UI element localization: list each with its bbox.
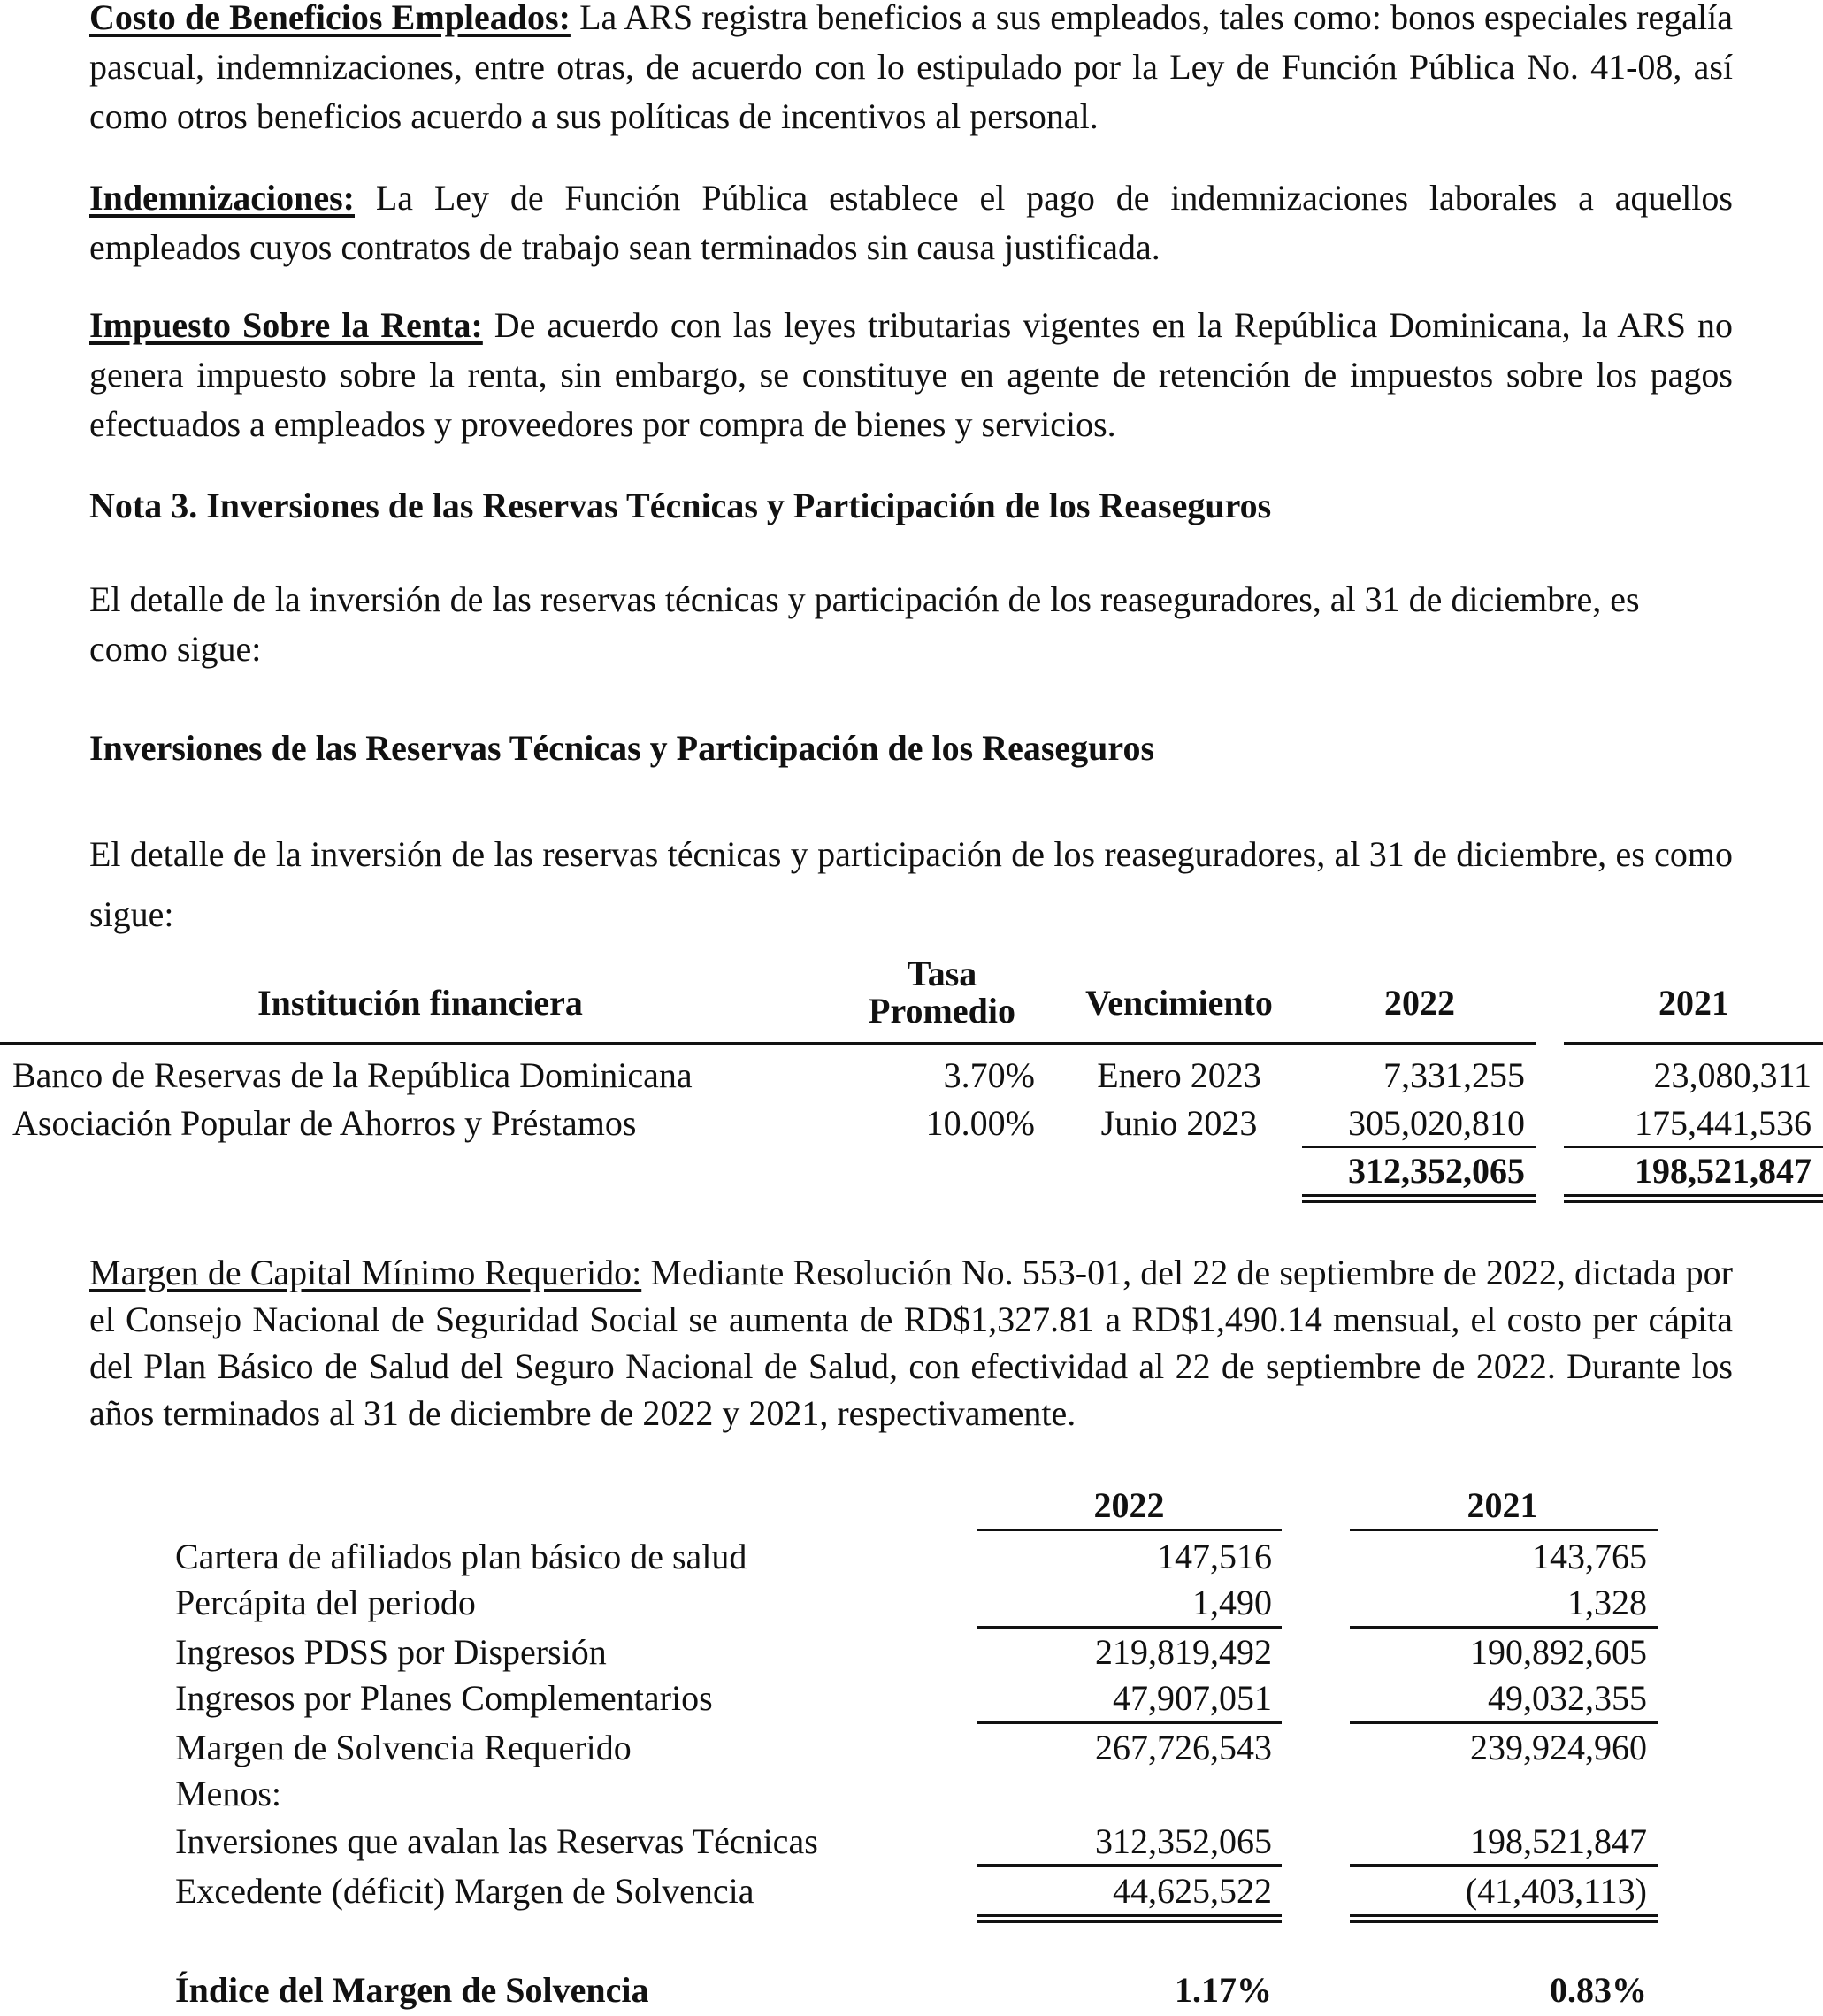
solvency-row-2022: 267,726,543 <box>1095 1728 1272 1767</box>
solvency-row-label: Margen de Solvencia Requerido <box>175 1728 632 1767</box>
paragraph-label: Margen de Capital Mínimo Requerido: <box>89 1253 642 1292</box>
paragraph-text: La Ley de Función Pública establece el pago de indemnizaciones laborales a aquellos empleados cuyos contratos de trabajo sean terminados sin causa justificada. <box>89 178 1733 267</box>
solvency-rule <box>977 1721 1282 1724</box>
row2-institution: Asociación Popular de Ahorros y Préstamos <box>12 1103 637 1143</box>
section-intro: El detalle de la inversión de las reservas técnicas y participación de los reaseguradores, al 31 de diciembre, es como sigue: <box>89 834 1733 934</box>
header-2022: 2022 <box>1384 983 1455 1023</box>
solvency-rule <box>1350 1721 1658 1724</box>
row1-2022: 7,331,255 <box>1383 1055 1525 1095</box>
nota3-title: Nota 3. Inversiones de las Reservas Técnicas y Participación de los Reaseguros <box>89 486 1272 525</box>
paragraph-indemnizaciones <box>89 173 1733 272</box>
solvency-row-label: Cartera de afiliados plan básico de salud <box>175 1537 747 1576</box>
solvency-row-2022: 1,490 <box>1192 1583 1272 1622</box>
section-title: Inversiones de las Reservas Técnicas y Participación de los Reaseguros <box>89 728 1155 768</box>
header-rate-line1: Tasa <box>907 954 977 993</box>
total-double-rule-2022-b <box>1302 1200 1536 1203</box>
paragraph-impuesto-renta <box>89 301 1733 449</box>
solvency-row-label: Inversiones que avalan las Reservas Técnicas <box>175 1821 818 1861</box>
solvency-double-rule <box>1350 1914 1658 1917</box>
solvency-row-2022: 219,819,492 <box>1095 1632 1272 1672</box>
header-maturity: Vencimiento <box>1085 983 1273 1023</box>
solvency-row-2022: 312,352,065 <box>1095 1821 1272 1861</box>
nota3-intro: El detalle de la inversión de las reservas técnicas y participación de los reaseguradores, al 31 de diciembre, es como sigue: <box>89 579 1640 669</box>
header-rule-2021 <box>1564 1042 1823 1045</box>
row2-rate: 10.00% <box>925 1103 1035 1143</box>
row1-rate: 3.70% <box>943 1055 1035 1095</box>
solvency-row-2021: 1,328 <box>1567 1583 1647 1622</box>
solvency-row-2022: 44,625,522 <box>1113 1871 1272 1911</box>
paragraph-margen-capital <box>89 1249 1733 1437</box>
paragraph-label: Indemnizaciones: <box>89 178 355 218</box>
solvency-double-rule <box>1350 1920 1658 1923</box>
row2-2022: 305,020,810 <box>1348 1103 1525 1143</box>
paragraph-label: Costo de Beneficios Empleados: <box>89 0 571 37</box>
solvency-row-2021: (41,403,113) <box>1465 1871 1647 1911</box>
row1-institution: Banco de Reservas de la República Dominicana <box>12 1055 693 1095</box>
solvency-row-label: Percápita del periodo <box>175 1583 476 1622</box>
solvency-rule <box>977 1626 1282 1629</box>
solvency-header-2022: 2022 <box>1093 1485 1165 1525</box>
row2-2021: 175,441,536 <box>1635 1103 1812 1143</box>
header-2021: 2021 <box>1658 983 1729 1023</box>
solvency-rule <box>1350 1864 1658 1867</box>
solvency-row-label: Ingresos PDSS por Dispersión <box>175 1632 607 1672</box>
paragraph-text: De acuerdo con las leyes tributarias vigentes en la República Dominicana, la ARS no genera impuesto sobre la renta, sin embargo, se constituye en agente de retención de impuestos sobre los pagos efectuados a empleados y proveedores por compra de bienes y servicios. <box>89 305 1733 444</box>
solvency-rule <box>977 1864 1282 1867</box>
header-institution: Institución financiera <box>257 983 583 1023</box>
header-rule <box>0 1042 1536 1045</box>
solvency-row-2021: 143,765 <box>1532 1537 1647 1576</box>
solvency-index-2022: 1.17% <box>1175 1970 1272 2010</box>
solvency-row-label: Menos: <box>175 1774 281 1813</box>
paragraph-label: Impuesto Sobre la Renta: <box>89 305 483 345</box>
solvency-header-rule-2022 <box>977 1529 1282 1531</box>
solvency-rule <box>1350 1626 1658 1629</box>
solvency-double-rule <box>977 1914 1282 1917</box>
row1-maturity: Enero 2023 <box>1097 1055 1261 1095</box>
solvency-row-2021: 239,924,960 <box>1470 1728 1647 1767</box>
total-2021: 198,521,847 <box>1635 1151 1812 1191</box>
paragraph-text: Mediante Resolución No. 553-01, del 22 de septiembre de 2022, dictada por el Consejo Nacional de Seguridad Social se aumenta de RD$1,327.81 a RD$1,490.14 mensual, el costo per cápita del Plan Básico de Salud del Seguro Nacional de Salud, con efectividad al 22 de septiembre de 2022. Durante los años terminados al 31 de diciembre de 2022 y 2021, respectivamente. <box>89 1253 1733 1433</box>
solvency-row-2021: 190,892,605 <box>1470 1632 1647 1672</box>
solvency-header-rule-2021 <box>1350 1529 1658 1531</box>
solvency-index-label: Índice del Margen de Solvencia <box>175 1970 649 2010</box>
paragraph-costo-beneficios <box>89 0 1733 142</box>
solvency-row-2022: 47,907,051 <box>1113 1678 1272 1718</box>
total-double-rule-2022-a <box>1302 1194 1536 1197</box>
paragraph-text: La ARS registra beneficios a sus empleados, tales como: bonos especiales regalía pascual, indemnizaciones, entre otras, de acuerdo con lo estipulado por la Ley de Función Pública No. 41-08, así como otros beneficios acuerdo a sus políticas de incentivos al personal. <box>89 0 1733 136</box>
row1-2021: 23,080,311 <box>1653 1055 1812 1095</box>
solvency-row-2021: 49,032,355 <box>1488 1678 1647 1718</box>
row2-maturity: Junio 2023 <box>1100 1103 1258 1143</box>
header-rate-line2: Promedio <box>869 991 1015 1031</box>
solvency-index-2021: 0.83% <box>1550 1970 1647 2010</box>
solvency-row-label: Ingresos por Planes Complementarios <box>175 1678 713 1718</box>
solvency-row-2021: 198,521,847 <box>1470 1821 1647 1861</box>
total-2022: 312,352,065 <box>1348 1151 1525 1191</box>
total-double-rule-2021-a <box>1564 1194 1823 1197</box>
total-double-rule-2021-b <box>1564 1200 1823 1203</box>
solvency-double-rule <box>977 1920 1282 1923</box>
solvency-row-label: Excedente (déficit) Margen de Solvencia <box>175 1871 754 1911</box>
solvency-row-2022: 147,516 <box>1157 1537 1272 1576</box>
solvency-header-2021: 2021 <box>1467 1485 1538 1525</box>
